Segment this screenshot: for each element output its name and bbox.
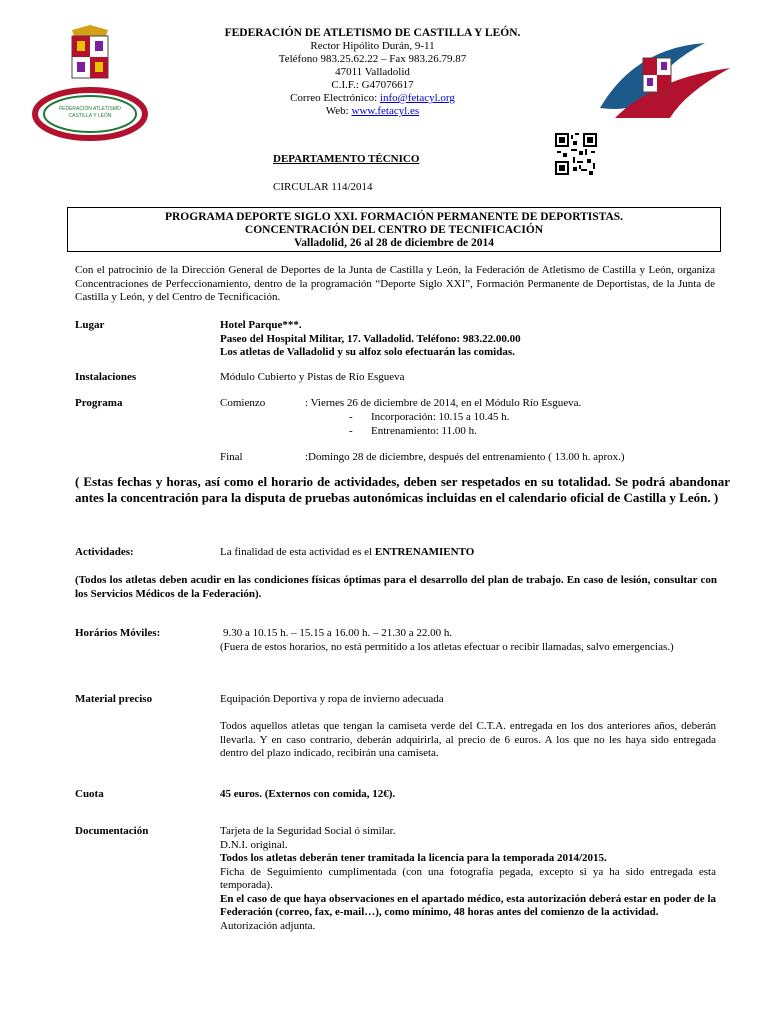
qr-code xyxy=(555,133,597,175)
title-line-1: PROGRAMA DEPORTE SIGLO XXI. FORMACIÓN PERMANENTE DE DEPORTISTAS. xyxy=(164,211,624,223)
final-value: :Domingo 28 de diciembre, después del entrenamiento ( 13.00 h. aprox.) xyxy=(305,451,625,463)
documentacion-value xyxy=(220,825,716,933)
documentacion-label: Documentación xyxy=(75,825,149,837)
programa-label: Programa xyxy=(75,397,123,409)
horarios-label: Horários Móviles: xyxy=(75,627,161,639)
intro-paragraph: Con el patrocinio de la Dirección General de Deportes de la Junta de Castilla y León, la Federación de Atletismo de Castilla y León, organiza Concentraciones de Perfeccionamiento, dentro de la programación “Deporte Siglo XXI”, Formación Permanente de Deportistas, de la Junta de Castilla y León, y del Centro de Tecnificación. xyxy=(75,264,715,303)
horarios-note: (Fuera de estos horarios, no está permitido a los atletas efectuar o recibir llamadas, salvo emergencias.) xyxy=(220,640,674,653)
doc-item-5: En el caso de que haya observaciones en el apartado médico, esta autorización deberá estar en poder de la Federación (correo, fax, e-mail…), como mínimo, 48 horas antes del comienzo de la actividad. xyxy=(220,892,716,918)
doc-item-6: Autorización adjunta. xyxy=(220,919,316,932)
programa-dash-1: - xyxy=(349,411,353,423)
department-title: DEPARTAMENTO TÉCNICO xyxy=(273,153,420,165)
actividades-text: La finalidad de esta actividad es el xyxy=(220,546,375,558)
instalaciones-value: Módulo Cubierto y Pistas de Río Esgueva xyxy=(220,371,405,383)
cuota-label: Cuota xyxy=(75,788,104,800)
programa-dash-2: - xyxy=(349,425,353,437)
actividades-label: Actividades: xyxy=(75,546,134,558)
org-city: 47011 Valladolid xyxy=(335,66,410,78)
org-email-line xyxy=(200,92,545,105)
centro-tecnificacion-logo xyxy=(595,38,735,128)
atletas-note: (Todos los atletas deben acudir en las condiciones físicas óptimas para el desarrollo del plan de trabajo. En caso de lesión, consultar con los Servicios Médicos de la Federación). xyxy=(75,574,717,600)
horarios-value xyxy=(220,627,716,654)
comienzo-label: Comienzo xyxy=(220,397,266,409)
web-link[interactable]: www.fetacyl.es xyxy=(351,105,420,117)
lugar-label: Lugar xyxy=(75,319,105,331)
material-paragraph: Todos aquellos atletas que tengan la camiseta verde del C.T.A. entregada en los dos anteriores años, deberán llevarla. Y en caso contrario, deberán adquirirla, al precio de 6 euros. A los que no les haya sido entregada dentro del plazo indicado, recibirán una camiseta. xyxy=(220,720,716,759)
federation-logo xyxy=(30,22,150,142)
header-block xyxy=(200,27,545,118)
instalaciones-label: Instalaciones xyxy=(75,371,137,383)
final-label: Final xyxy=(220,451,243,463)
programa-item-1: Incorporación: 10.15 a 10.45 h. xyxy=(371,411,510,423)
email-link[interactable]: info@fetacyl.org xyxy=(379,92,455,104)
material-label: Material preciso xyxy=(75,693,153,705)
horarios-times: 9.30 a 10.15 h. – 15.15 a 16.00 h. – 21.30 a 22.00 h. xyxy=(223,627,453,639)
doc-item-1: Tarjeta de la Seguridad Social ó similar. xyxy=(220,825,396,837)
doc-item-4: Ficha de Seguimiento cumplimentada (con una fotografía pegada, excepto si ya ha sido entregada esta temporada). xyxy=(220,865,716,891)
org-address: Rector Hipólito Durán, 9-11 xyxy=(310,40,435,52)
lugar-note: Los atletas de Valladolid y su alfoz solo efectuarán las comidas. xyxy=(220,346,515,358)
lugar-hotel: Hotel Parque***. xyxy=(220,319,302,331)
material-line: Equipación Deportiva y ropa de invierno adecuada xyxy=(220,693,444,705)
lugar-address: Paseo del Hospital Militar, 17. Valladolid. Teléfono: 983.22.00.00 xyxy=(220,332,521,345)
lugar-value xyxy=(220,319,720,360)
title-line-2: CONCENTRACIÓN DEL CENTRO DE TECNIFICACIÓN xyxy=(244,224,544,236)
svg-text:CASTILLA Y LEÓN: CASTILLA Y LEÓN xyxy=(68,113,112,119)
org-web-line xyxy=(200,105,545,118)
doc-item-3: Todos los atletas deberán tener tramitada la licencia para la temporada 2014/2015. xyxy=(220,852,607,864)
title-box xyxy=(67,207,721,252)
circular-number: CIRCULAR 114/2014 xyxy=(273,181,373,193)
email-label: Correo Electrónico: xyxy=(290,92,380,104)
doc-item-2: D.N.I. original. xyxy=(220,838,288,851)
web-label: Web: xyxy=(325,105,352,117)
actividades-value xyxy=(220,546,474,560)
org-phone: Teléfono 983.25.62.22 – Fax 983.26.79.87 xyxy=(278,53,467,65)
org-name: FEDERACIÓN DE ATLETISMO DE CASTILLA Y LEÓN. xyxy=(224,27,521,39)
cuota-value: 45 euros. (Externos con comida, 12€). xyxy=(220,788,396,800)
schedule-notice: ( Estas fechas y horas, así como el horario de actividades, deben ser respetados en su totalidad. Se podrá abandonar antes la concentración para la disputa de pruebas autonómicas incluidas en el calendario oficial de Castilla y León. ) xyxy=(75,474,730,505)
programa-item-2: Entrenamiento: 11.00 h. xyxy=(371,425,477,437)
svg-text:FEDERACIÓN ATLETISMO: FEDERACIÓN ATLETISMO xyxy=(59,106,121,112)
actividades-emphasis: ENTRENAMIENTO xyxy=(374,546,475,558)
comienzo-value: : Viernes 26 de diciembre de 2014, en el Módulo Río Esgueva. xyxy=(305,397,582,409)
org-cif: C.I.F.: G47076617 xyxy=(331,79,414,91)
title-line-3: Valladolid, 26 al 28 de diciembre de 2014 xyxy=(294,237,494,249)
